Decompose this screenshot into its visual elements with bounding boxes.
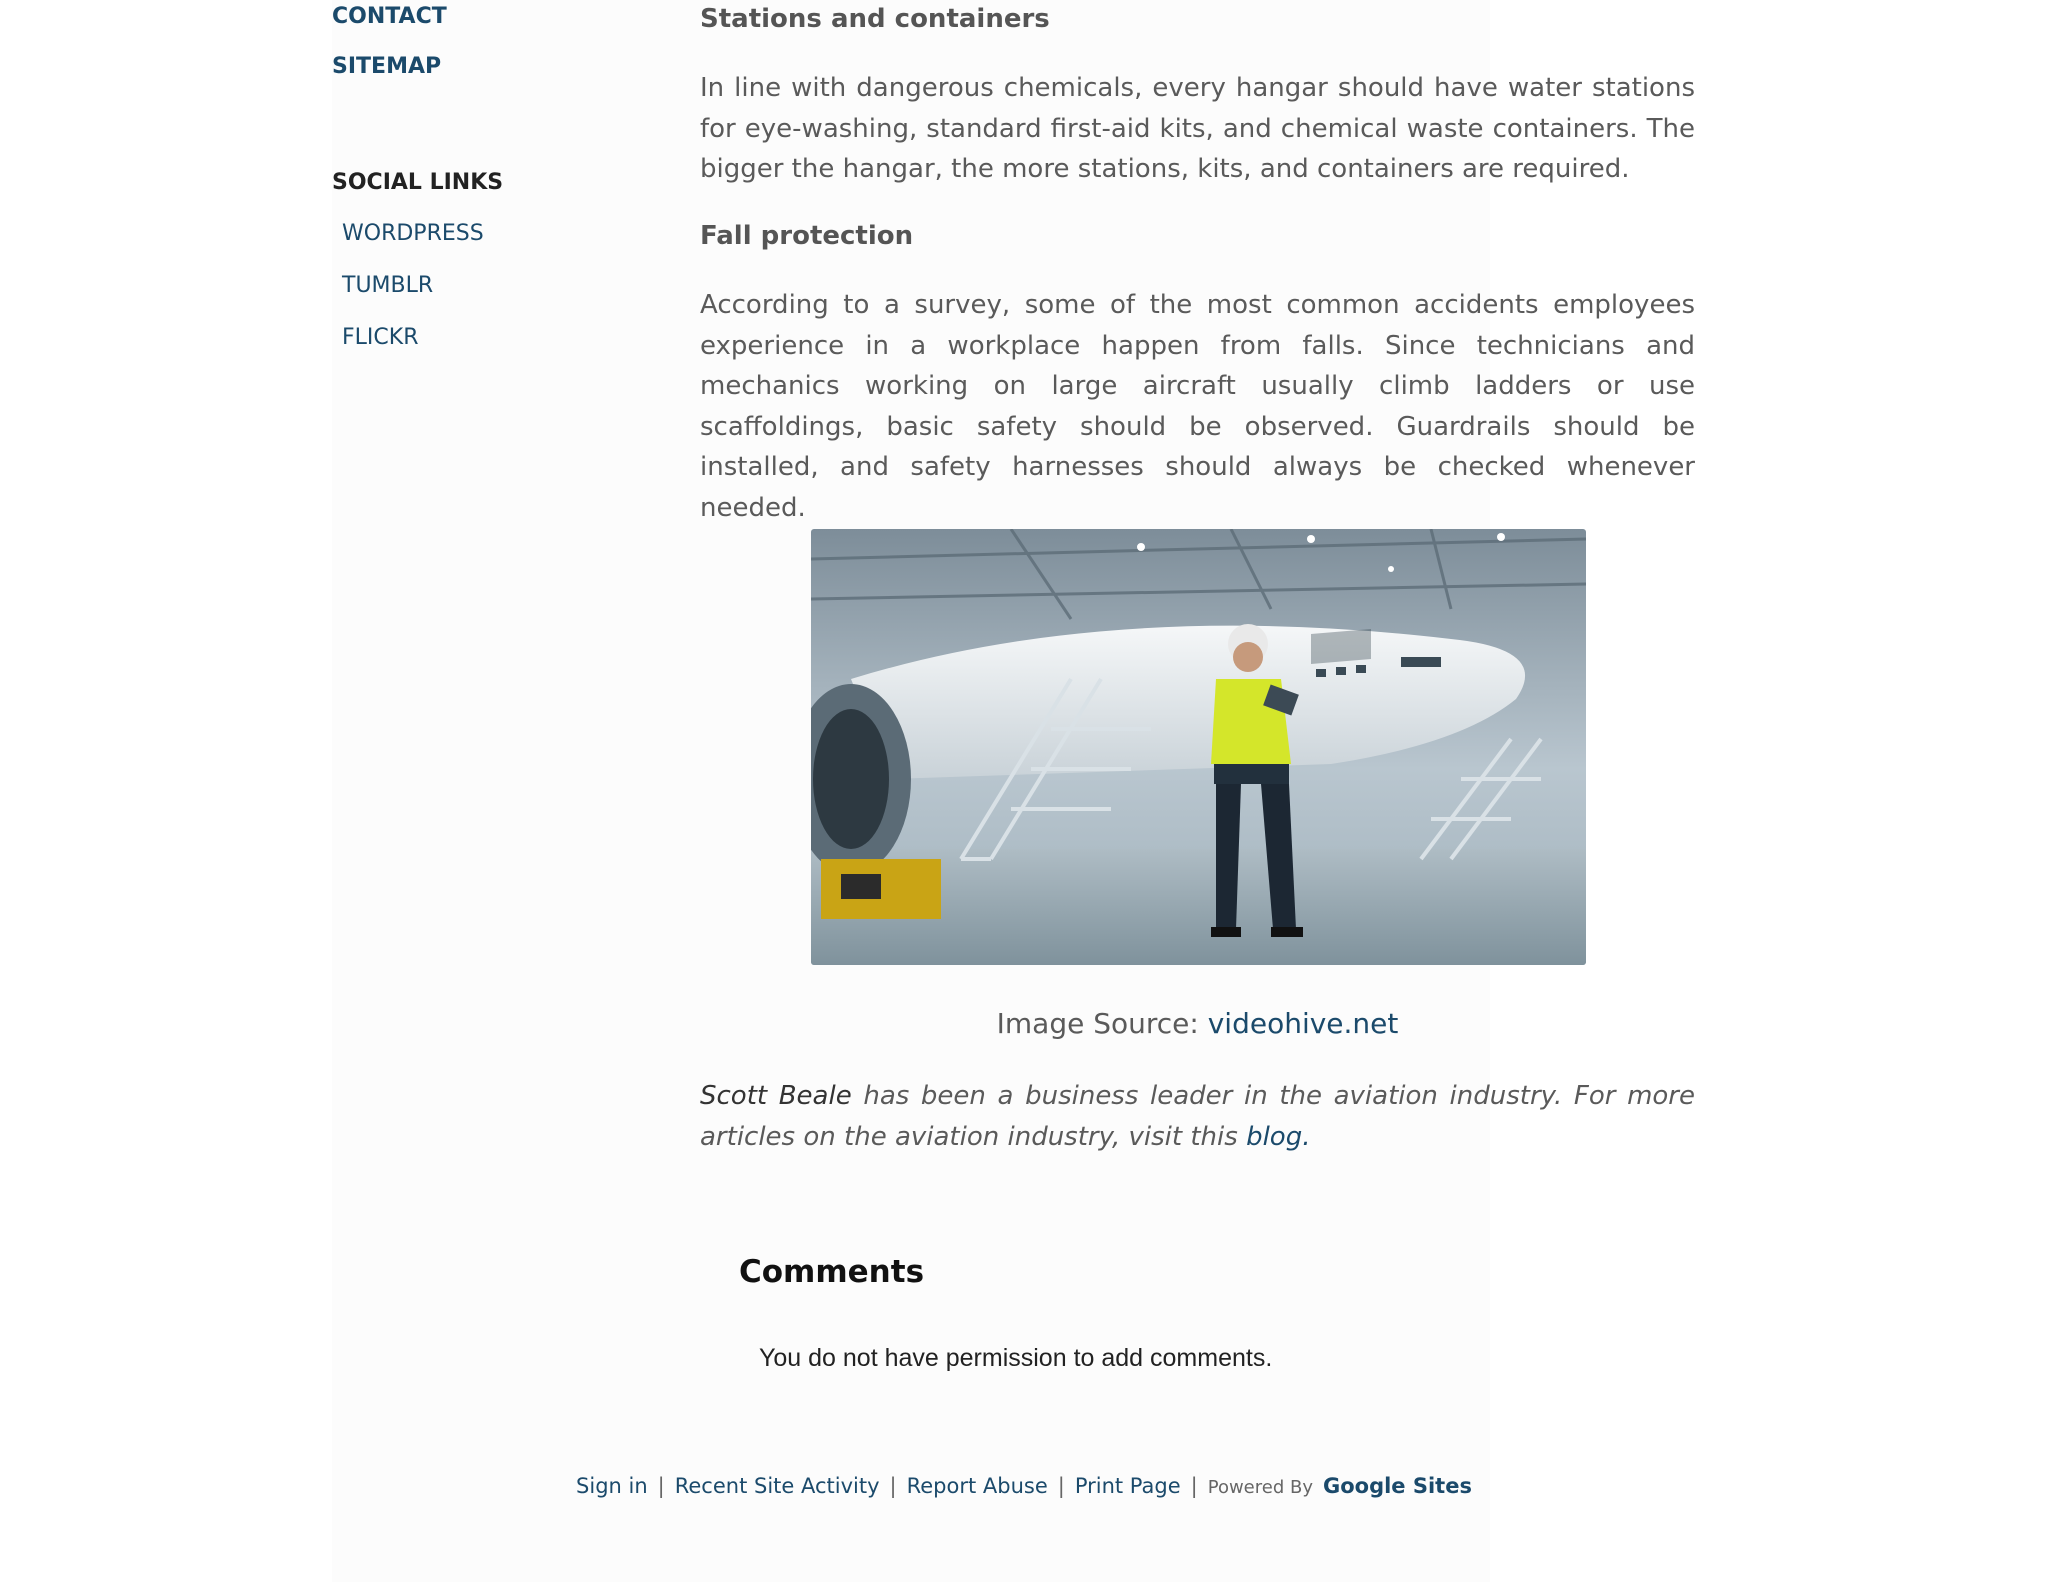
nav-link-sitemap[interactable]: SITEMAP [332,54,442,79]
comments-permission-message: You do not have permission to add comments. [759,1344,1273,1372]
section-body-stations: In line with dangerous chemicals, every hangar should have water stations for eye-washing, standard first-aid kits, and chemical waste containers. The bigger the hangar, the more stations, kits, and containers are required. [700,73,1695,185]
hangar-image [811,529,1586,965]
author-bio [700,1076,1695,1157]
footer-separator: | [657,1474,665,1498]
social-links-heading: SOCIAL LINKS [332,170,504,195]
section-heading-fall-protection: Fall protection [700,221,914,251]
image-source-link[interactable]: videohive.net [1207,1007,1399,1040]
image-caption-prefix: Image Source: [996,1007,1208,1040]
social-link-wordpress[interactable]: WORDPRESS [342,221,484,246]
footer-print-page-link[interactable]: Print Page [1074,1474,1181,1498]
author-name: Scott Beale [700,1081,852,1111]
image-caption [700,1007,1695,1040]
comments-title: Comments [739,1254,925,1290]
footer-powered-by: Powered By [1207,1477,1313,1498]
footer-sign-in-link[interactable]: Sign in [576,1474,648,1498]
blog-link[interactable]: blog. [1246,1121,1311,1152]
social-link-flickr[interactable]: FLICKR [342,325,419,350]
section-heading-stations: Stations and containers [700,4,1050,34]
nav-link-contact[interactable]: CONTACT [332,4,447,29]
footer-report-abuse-link[interactable]: Report Abuse [906,1474,1048,1498]
social-link-tumblr[interactable]: TUMBLR [342,273,434,298]
footer [0,1474,2048,1498]
author-bio-text: has been a business leader in the aviation industry. For more articles on the aviation industry, visit this [700,1081,1695,1152]
section-body-fall-protection: According to a survey, some of the most common accidents employees experience in a workplace happen from falls. Since technicians and mechanics working on large aircraft usually climb ladders or use scaffoldings, basic safety should be observed. Guardrails should be installed, and safety harnesses should always be checked whenever needed. [700,290,1695,523]
hangar-illustration [811,529,1586,965]
footer-separator: | [889,1474,897,1498]
footer-separator: | [1190,1474,1198,1498]
google-sites-link[interactable]: Google Sites [1322,1474,1472,1498]
footer-recent-activity-link[interactable]: Recent Site Activity [674,1474,880,1498]
footer-separator: | [1057,1474,1065,1498]
